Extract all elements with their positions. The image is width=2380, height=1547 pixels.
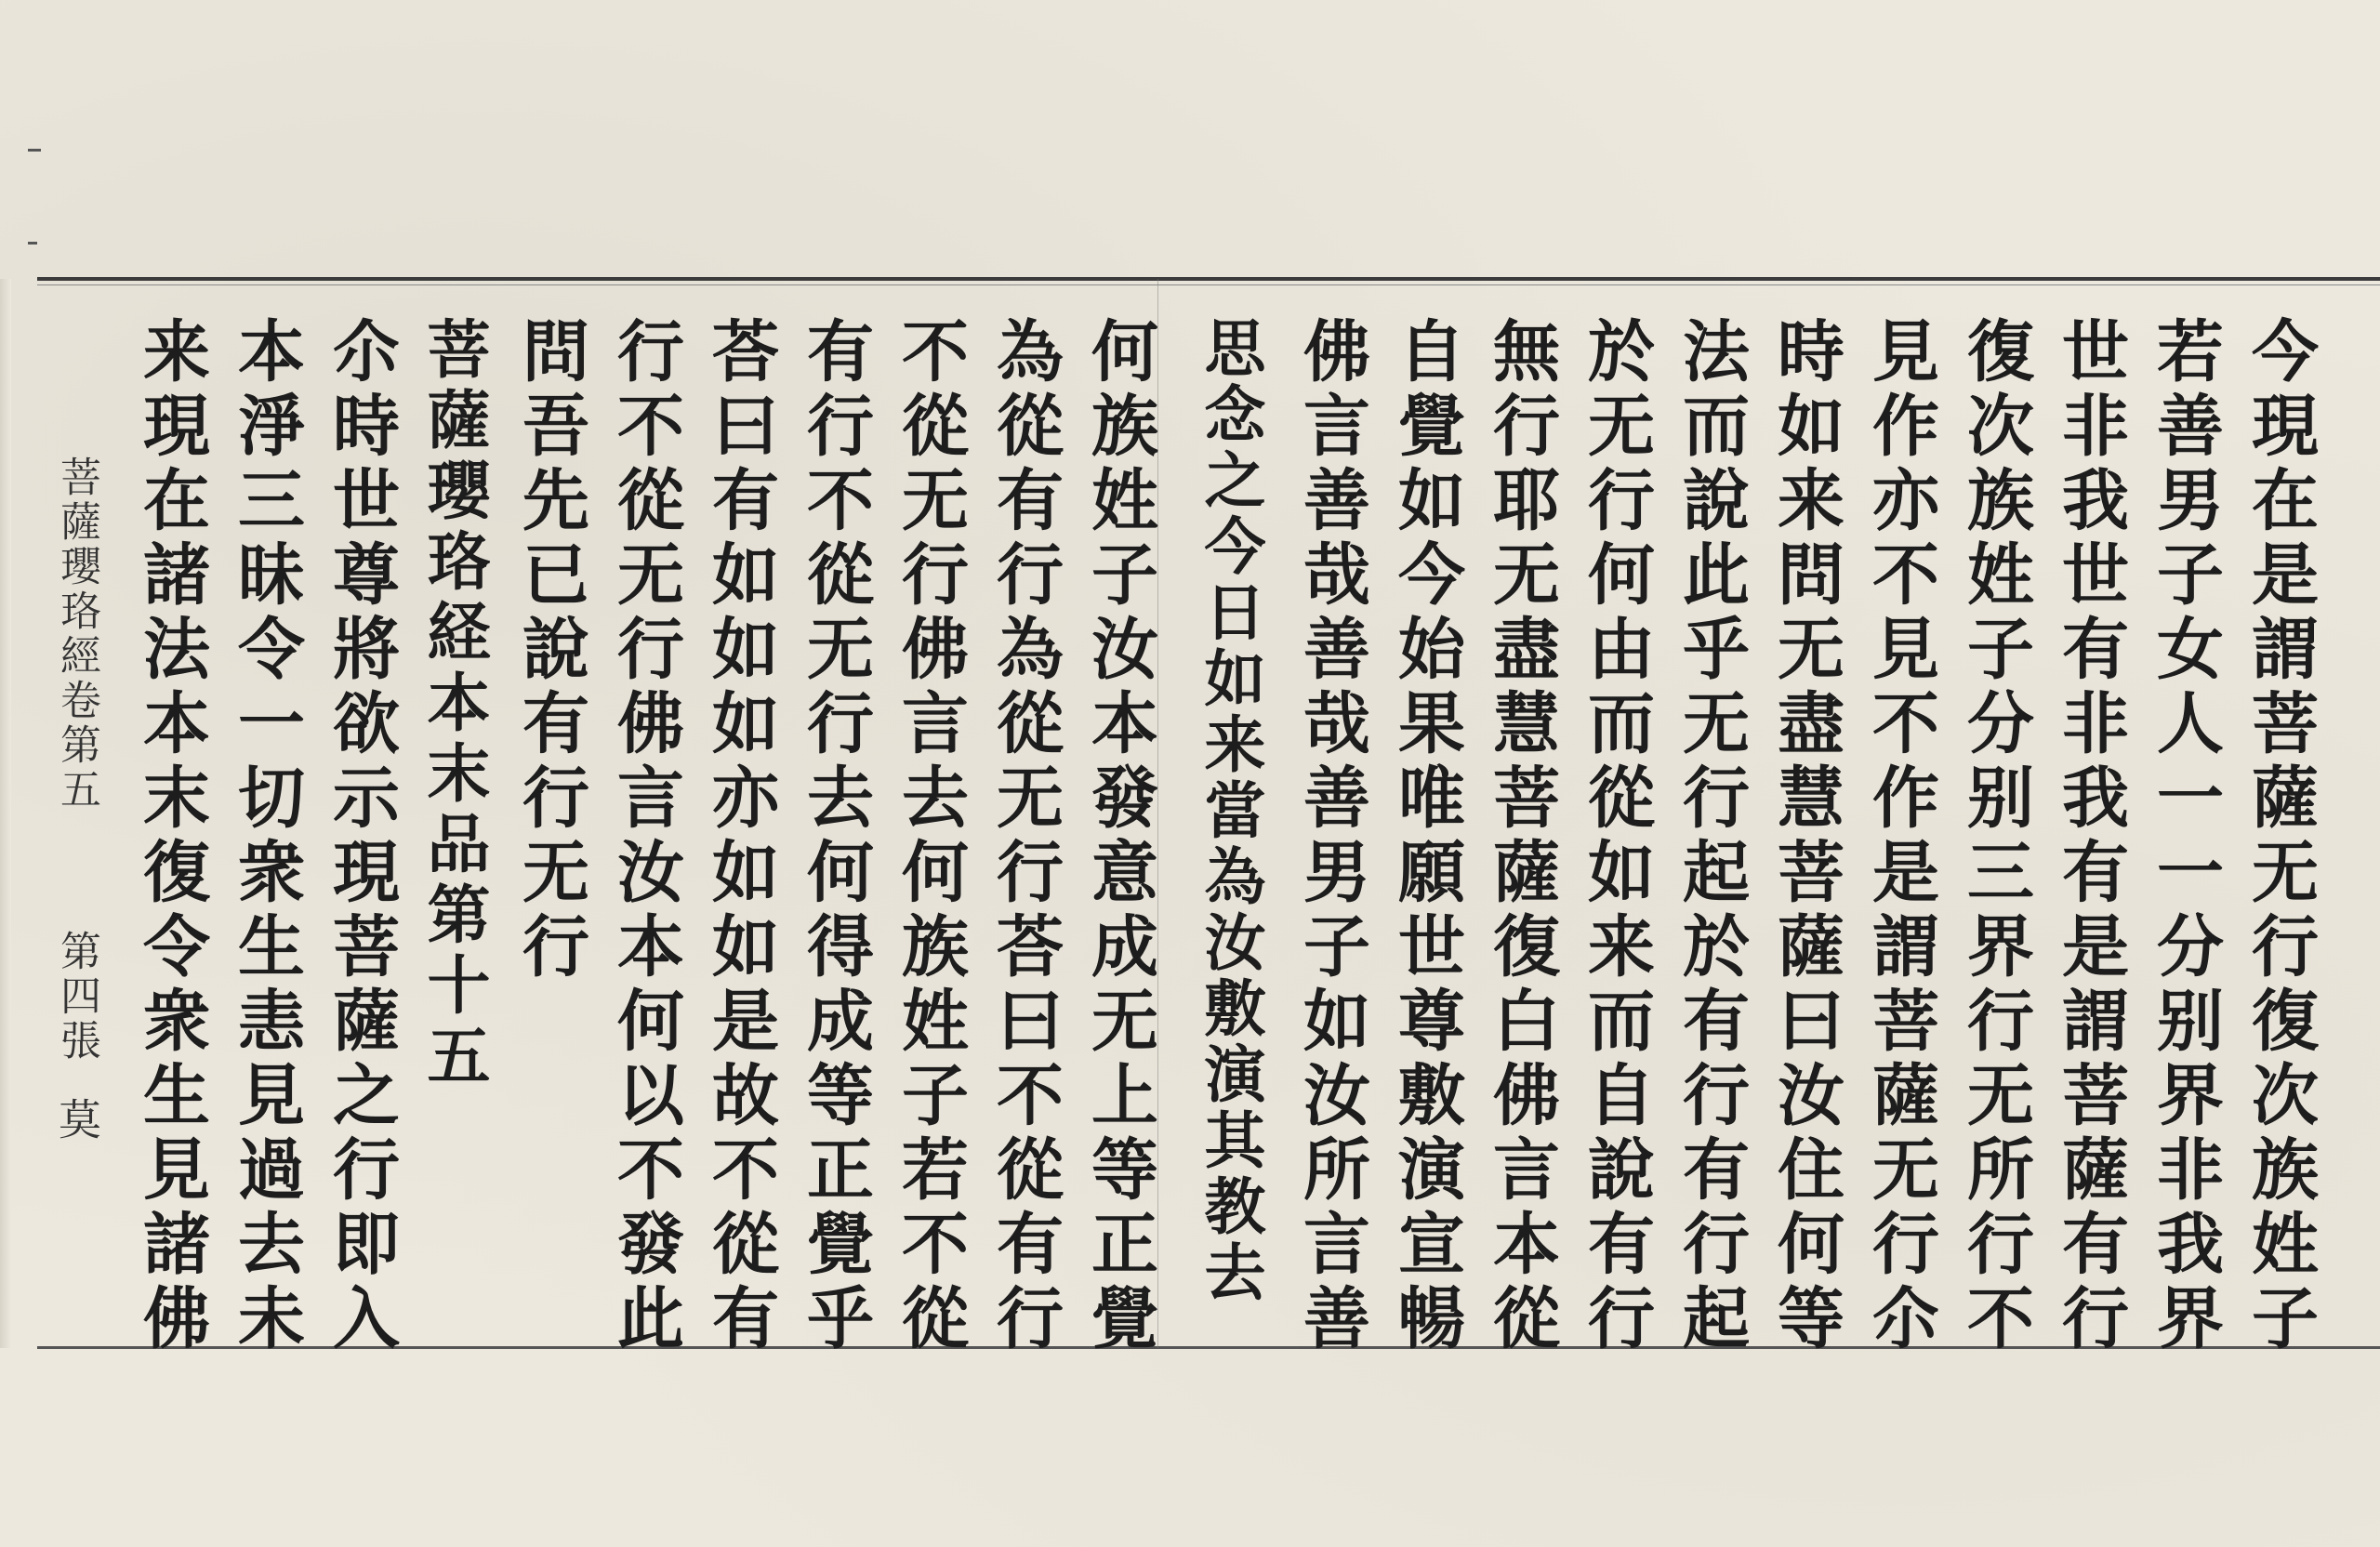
text-column-6: 時如来問无盡慧菩薩曰汝住何等 — [1766, 316, 1845, 1357]
text-column-11: 佛言善哉善哉善男子如汝所言善 — [1292, 316, 1371, 1357]
margin-sequence-character: 莫 — [52, 1097, 102, 1140]
text-column-19: 問吾先已說有行无行 — [511, 316, 590, 985]
text-column-13: 何族姓子汝本發意成无上等正覺 — [1080, 316, 1159, 1357]
text-column-12: 思念之今日如来當為汝敷演其教去 — [1194, 316, 1266, 1306]
text-column-1: 今現在是謂菩薩无行復次族姓子 — [2241, 316, 2320, 1357]
top-border-rule-thin — [37, 284, 2380, 285]
text-column-16: 有行不從无行去何得成等正覺乎 — [796, 316, 875, 1357]
text-column-22: 本淨三昧令一切衆生恚見過去未 — [227, 316, 306, 1357]
text-column-2: 若善男子女人一一分别界非我界 — [2146, 316, 2225, 1357]
text-column-3: 世非我世有非我有是謂菩薩有行 — [2051, 316, 2130, 1357]
text-column-9: 無行耶无盡慧菩薩復白佛言本從 — [1482, 316, 1561, 1357]
margin-tick — [28, 242, 37, 245]
text-column-5: 見作亦不見不作是謂菩薩无行尒 — [1861, 316, 1940, 1357]
top-border-rule — [37, 277, 2380, 281]
chapter-title-column: 菩薩瓔珞経本末品第十五 — [416, 316, 491, 1093]
text-column-14: 為從有行為從无行荅曰不從有行 — [985, 316, 1064, 1357]
text-column-21: 尒時世尊將欲示現菩薩之行即入 — [322, 316, 401, 1357]
text-column-8: 於无行何由而從如来而自說有行 — [1577, 316, 1656, 1357]
text-column-18: 行不從无行佛言汝本何以不發此 — [606, 316, 685, 1357]
text-column-4: 復次族姓子分别三界行无所行不 — [1956, 316, 2035, 1357]
text-column-15: 不從无行佛言去何族姓子若不從 — [891, 316, 970, 1357]
text-column-17: 荅曰有如如如亦如如是故不從有 — [701, 316, 780, 1357]
page-edge-shadow — [0, 279, 11, 1348]
text-column-23: 来現在諸法本末復令衆生見諸佛 — [132, 316, 211, 1357]
margin-tick — [28, 149, 41, 152]
margin-sheet-number: 第四張 — [53, 930, 100, 1064]
text-column-10: 自覺如今始果唯願世尊敷演宣暢 — [1387, 316, 1466, 1357]
margin-volume-title: 菩薩瓔珞經卷第五 — [53, 456, 100, 813]
text-column-7: 法而說此乎无行起於有行有行起 — [1672, 316, 1751, 1357]
